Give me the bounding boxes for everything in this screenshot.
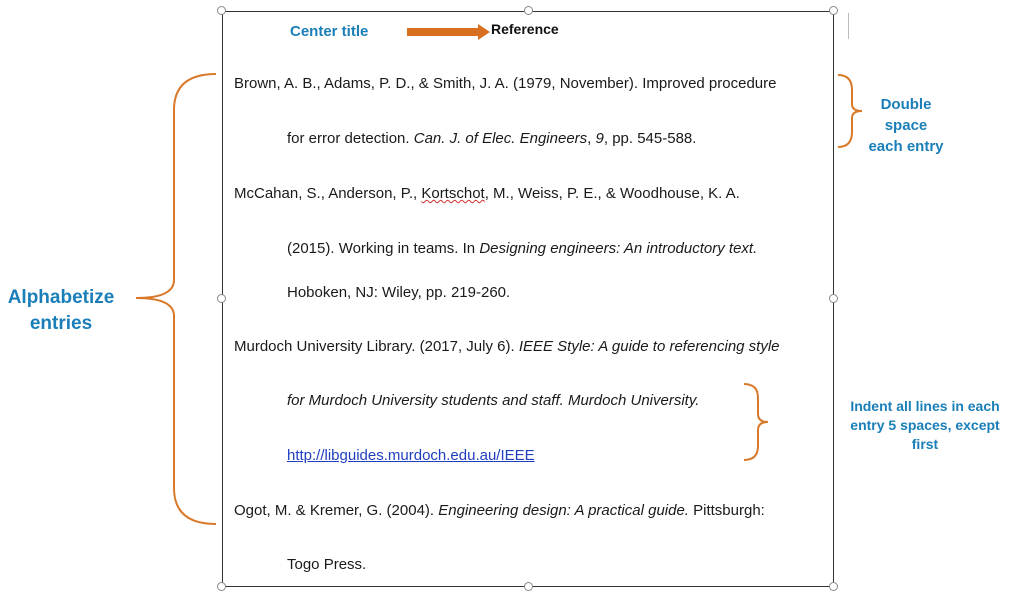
entry-3-title-end: for Murdoch University students and staff. Murdoch University.	[287, 392, 700, 409]
brace-alphabetize	[136, 74, 216, 524]
entry-2-book-title: Designing engineers: An introductory text.	[479, 240, 758, 257]
alphabetize-label-line1: Alphabetize	[7, 287, 115, 308]
brace-double-space	[838, 75, 862, 147]
entry-2-line-2	[287, 240, 757, 257]
entry-1-pages: , pp. 545-588.	[603, 130, 697, 147]
center-title-label: Center title	[290, 23, 369, 40]
entry-4-book-title: Engineering design: A practical guide.	[438, 502, 689, 519]
entry-2-line-3: Hoboken, NJ: Wiley, pp. 219-260.	[287, 284, 511, 301]
entry-3-line-2	[287, 392, 699, 409]
indent-label-line2: entry 5 spaces, except	[850, 417, 1000, 433]
entry-1-sep: ,	[587, 130, 596, 147]
ieee-guide-link[interactable]: http://libguides.murdoch.edu.au/IEEE	[287, 447, 535, 464]
indent-label	[836, 397, 1014, 454]
entry-3-line-1	[234, 338, 780, 355]
indent-label-line1: Indent all lines in each	[850, 398, 1000, 414]
entry-2-line-1	[234, 185, 740, 202]
entry-1-volume: 9	[595, 130, 604, 147]
entry-2-authors-end: , M., Weiss, P. E., & Woodhouse, K. A.	[484, 185, 740, 202]
entry-4-line-2: Togo Press.	[287, 556, 367, 573]
double-space-label	[860, 94, 952, 157]
entry-3-title-start: IEEE Style: A guide to referencing style	[518, 338, 780, 355]
entry-4-line-1	[234, 502, 765, 519]
entry-4-place: Pittsburgh:	[688, 502, 765, 519]
entry-1-journal: Can. J. of Elec. Engineers	[413, 130, 588, 147]
entry-2-authors-start: McCahan, S., Anderson, P.,	[234, 185, 422, 202]
reference-title: Reference	[491, 21, 559, 37]
double-space-label-line1: Double space	[880, 96, 932, 134]
indent-label-line3: first	[911, 436, 939, 452]
entry-1-line-2	[287, 130, 696, 147]
spellcheck-word[interactable]: Kortschot	[421, 185, 485, 202]
entry-1-text: for error detection.	[287, 130, 414, 147]
brace-indent	[744, 384, 768, 460]
entry-4-text: Ogot, M. & Kremer, G. (2004).	[234, 502, 439, 519]
arrow-right-icon	[407, 24, 490, 40]
alphabetize-label	[0, 285, 122, 337]
alphabetize-label-line2: entries	[29, 313, 93, 334]
entry-3-text: Murdoch University Library. (2017, July 6).	[234, 338, 519, 355]
entry-1-line-1: Brown, A. B., Adams, P. D., & Smith, J. A. (1979, November). Improved procedure	[234, 75, 777, 92]
entry-2-text: (2015). Working in teams. In	[287, 240, 480, 257]
double-space-label-line2: each entry	[868, 138, 944, 155]
entry-3-line-3	[287, 447, 535, 464]
